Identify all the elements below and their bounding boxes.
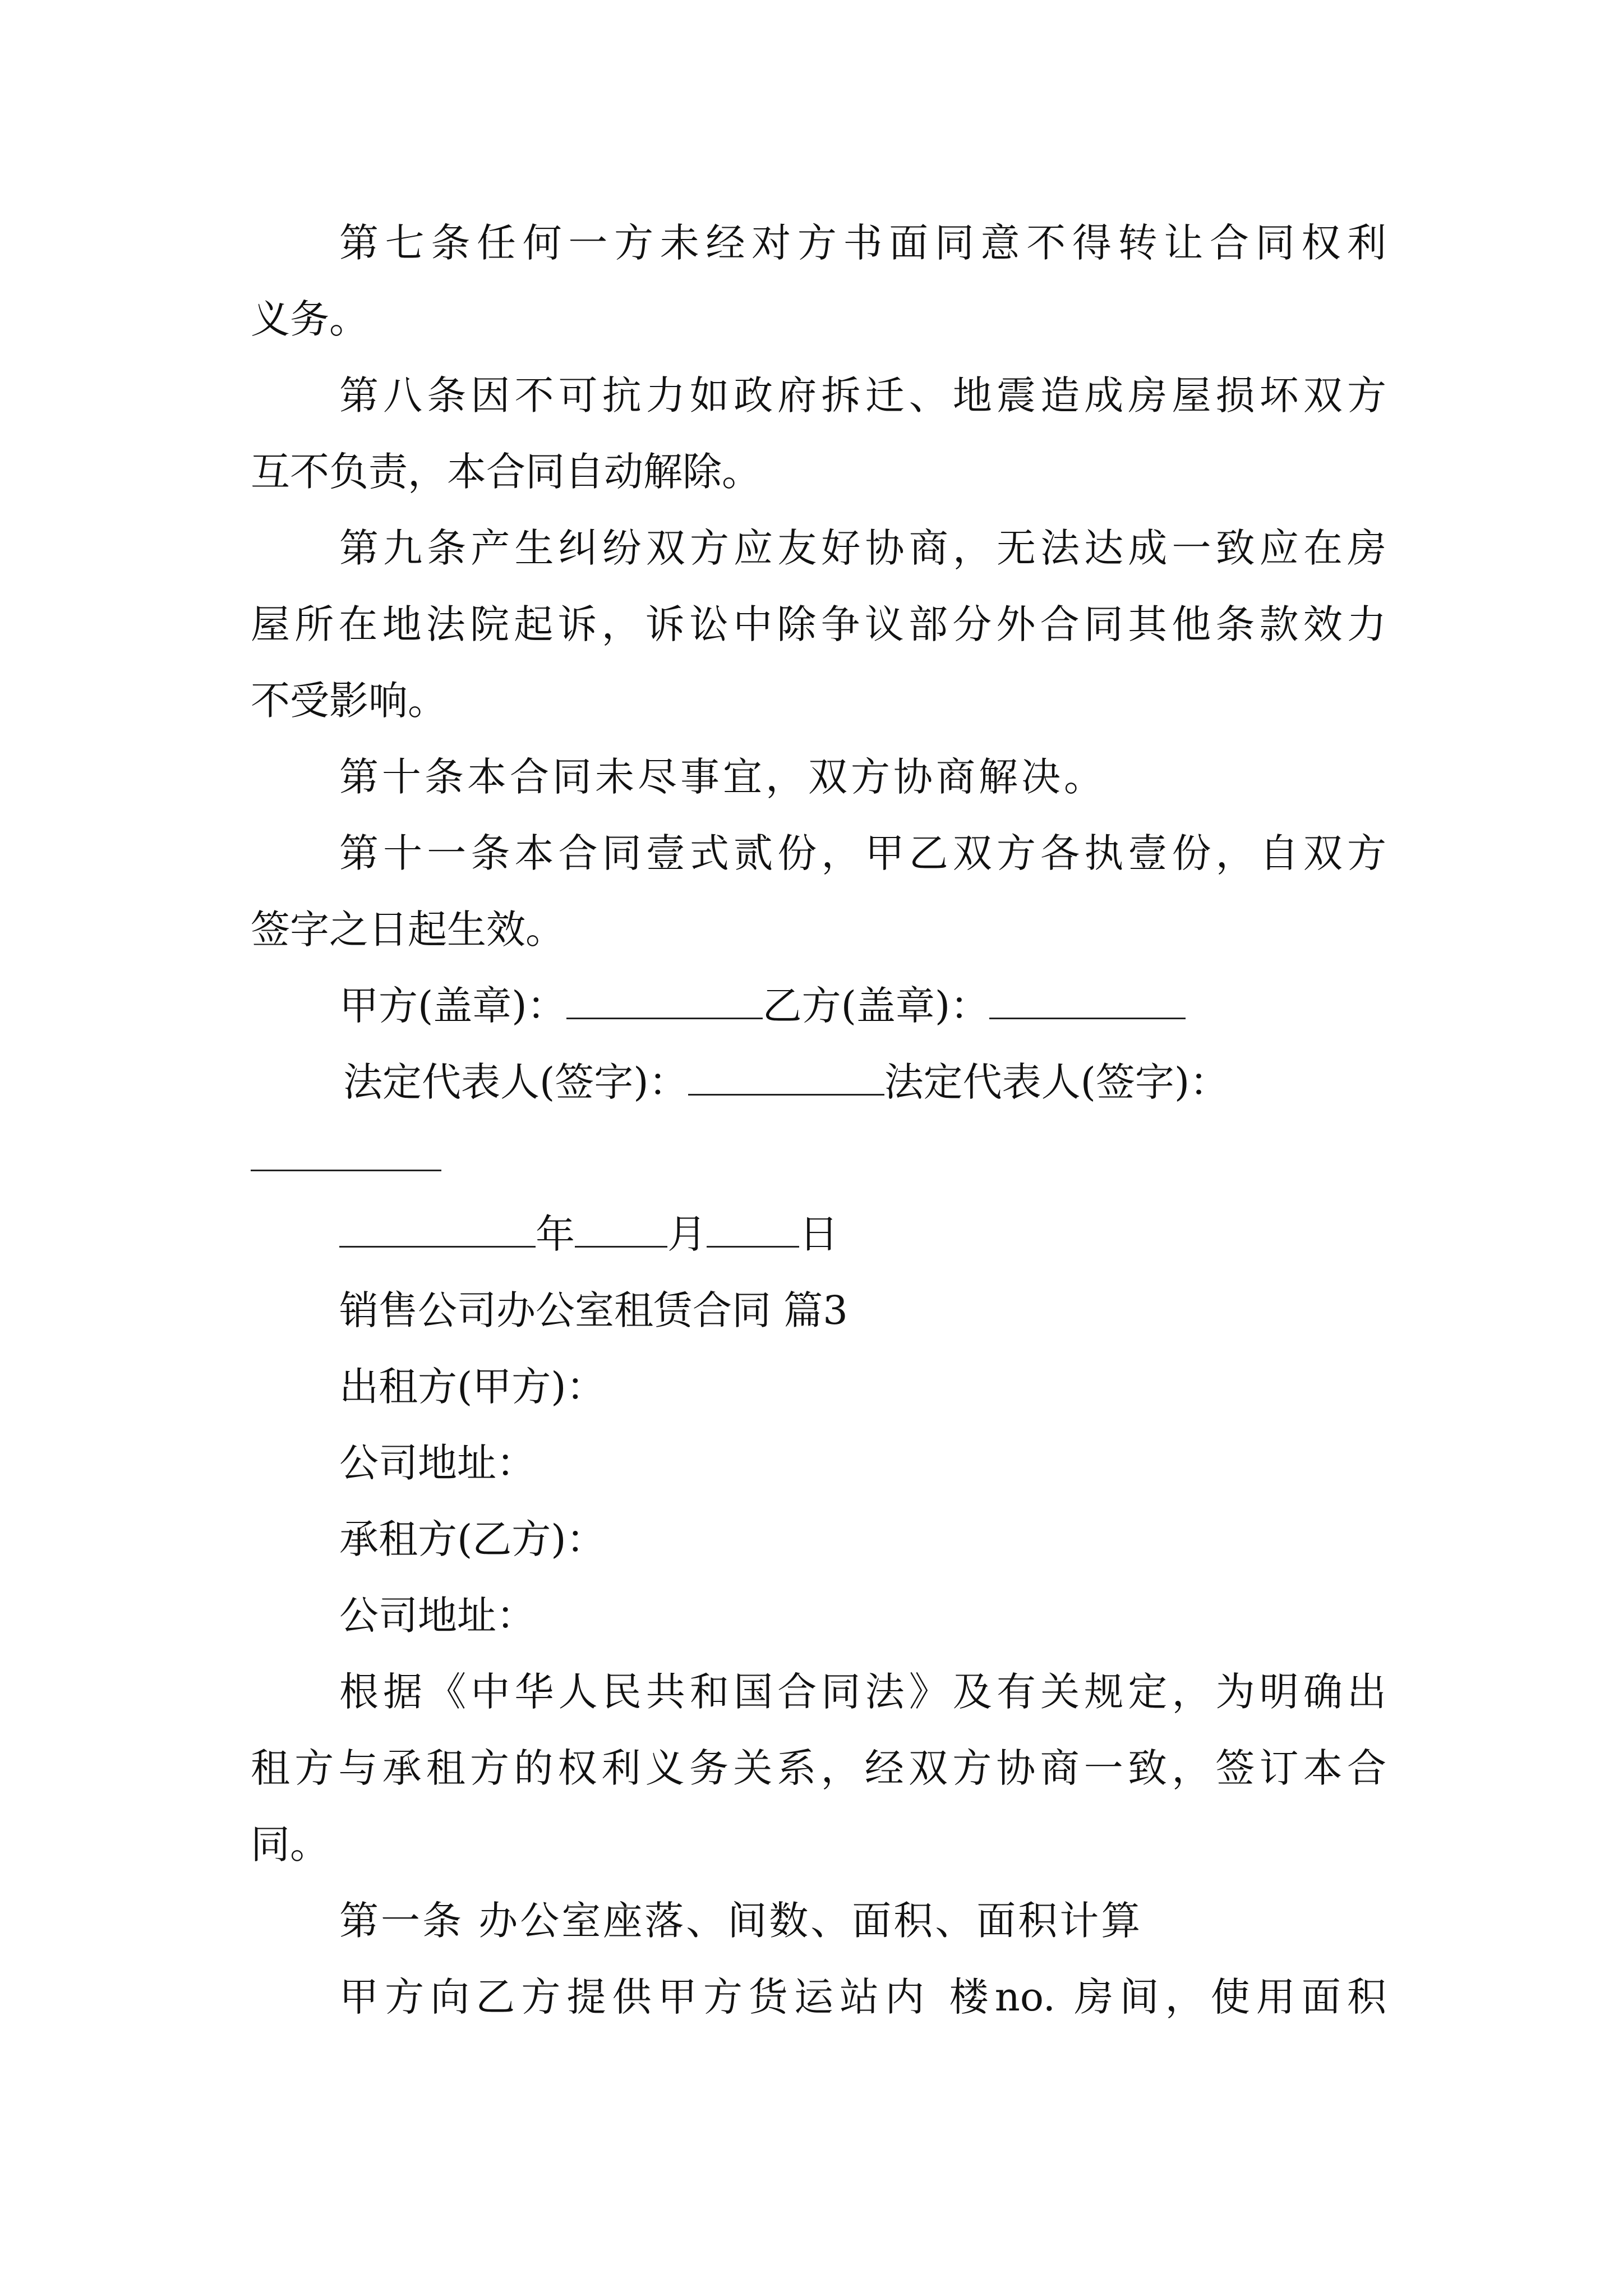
representative-line xyxy=(343,1054,1229,1110)
article-7-line-1: 第七条任何一方未经对方书面同意不得转让合同权利 xyxy=(339,220,1386,266)
article-8-line-1: 第八条因不可抗力如政府拆迁、地震造成房屋损坏双方 xyxy=(339,372,1386,418)
month-label: 月 xyxy=(667,1211,707,1257)
lessor-address-label: 公司地址： xyxy=(339,1440,536,1486)
article-10: 第十条本合同未尽事宜，双方协商解决。 xyxy=(339,754,1106,800)
rep-a-blank xyxy=(688,1055,884,1096)
article-7-line-2: 义务。 xyxy=(251,296,368,342)
rep-a-label: 法定代表人(签字)： xyxy=(343,1059,688,1105)
article-9-line-3: 不受影响。 xyxy=(251,678,447,724)
article-1-line-1: 甲方向乙方提供甲方货运站内 楼no. 房间，使用面积 xyxy=(339,1974,1386,2020)
rep-b-label: 法定代表人(签字)： xyxy=(884,1059,1229,1105)
article-1-title: 第一条 办公室座落、间数、面积、面积计算 xyxy=(339,1898,1143,1944)
article-8-line-2: 互不负责，本合同自动解除。 xyxy=(251,449,761,495)
party-b-seal-blank xyxy=(989,978,1186,1019)
party-b-seal-label: 乙方(盖章)： xyxy=(762,983,990,1029)
article-11-line-2: 签字之日起生效。 xyxy=(251,907,565,953)
lessor-label: 出租方(甲方)： xyxy=(339,1364,606,1410)
seal-line xyxy=(339,978,1186,1034)
lessee-address-label: 公司地址： xyxy=(339,1593,536,1639)
article-9-line-2: 屋所在地法院起诉，诉讼中除争议部分外合同其他条款效力 xyxy=(251,601,1386,647)
article-9-line-1: 第九条产生纠纷双方应友好协商，无法达成一致应在房 xyxy=(339,525,1386,571)
article-11-line-1: 第十一条本合同壹式贰份，甲乙双方各执壹份，自双方 xyxy=(339,830,1386,876)
intro-line-2: 租方与承租方的权利义务关系，经双方协商一致，签订本合 xyxy=(251,1745,1386,1791)
intro-line-3: 同。 xyxy=(251,1821,329,1867)
intro-line-1: 根据《中华人民共和国合同法》及有关规定，为明确出 xyxy=(339,1669,1386,1715)
party-a-seal-label: 甲方(盖章)： xyxy=(339,983,566,1029)
lessee-label: 承租方(乙方)： xyxy=(339,1516,606,1562)
contract-3-title: 销售公司办公室租赁合同 篇3 xyxy=(339,1287,848,1333)
day-blank xyxy=(707,1207,799,1248)
day-label: 日 xyxy=(799,1211,838,1257)
year-label: 年 xyxy=(536,1211,575,1257)
year-blank xyxy=(339,1207,536,1248)
rep-b-blank xyxy=(251,1170,441,1171)
month-blank xyxy=(575,1207,667,1248)
party-a-seal-blank xyxy=(566,978,763,1019)
date-line xyxy=(339,1206,838,1262)
